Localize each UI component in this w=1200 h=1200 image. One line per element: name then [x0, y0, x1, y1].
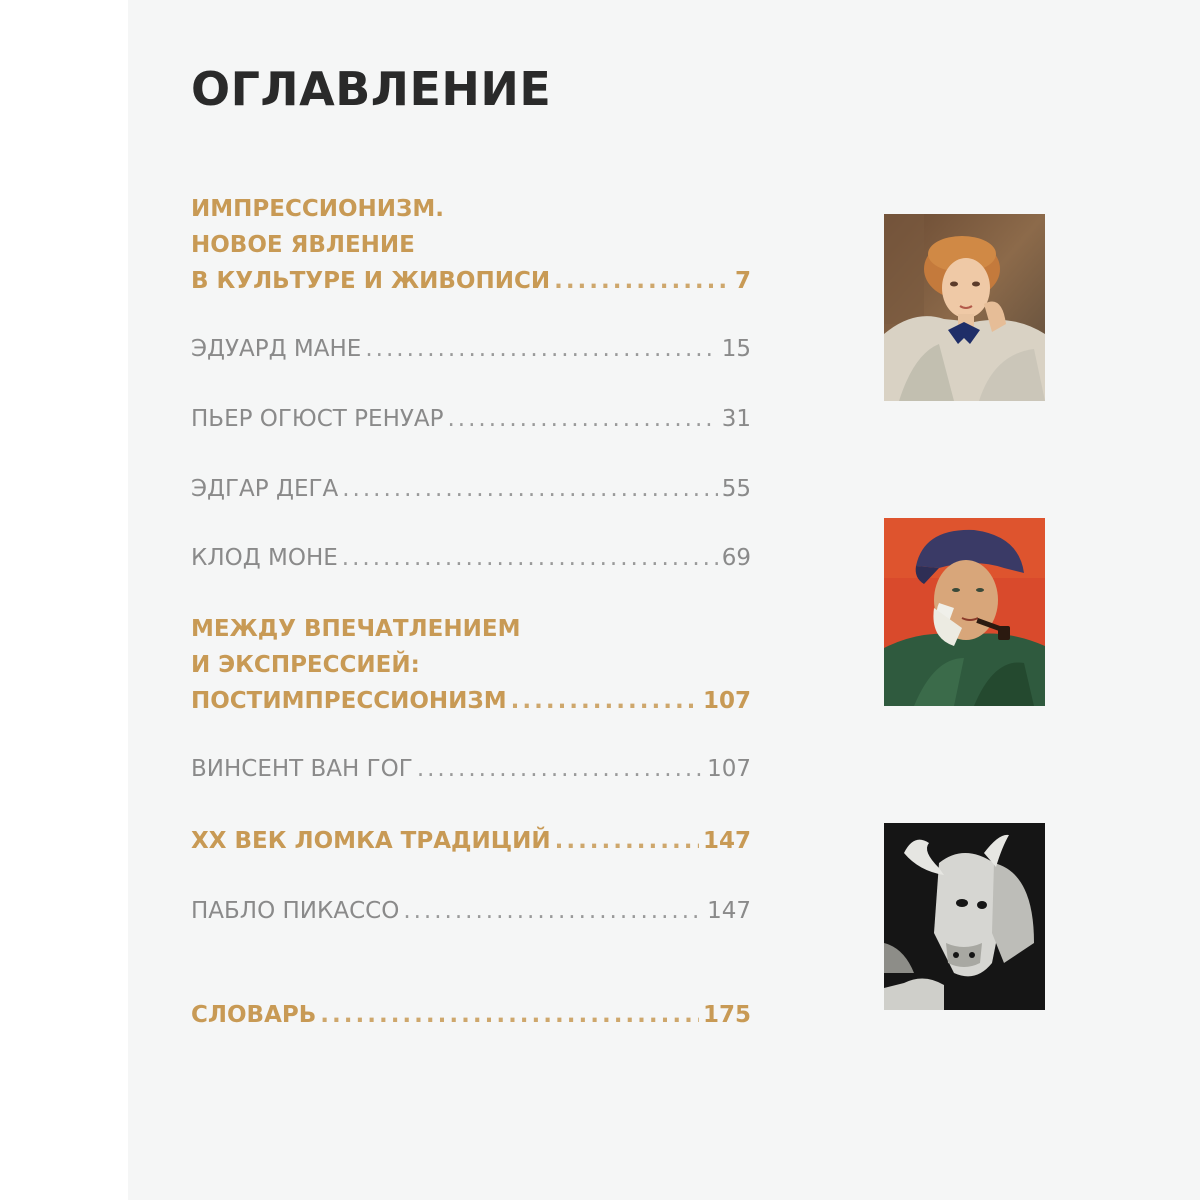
toc-page-number: 7 — [734, 268, 751, 294]
toc-entry-manet[interactable] — [191, 334, 751, 364]
toc-entry-degas[interactable] — [191, 474, 751, 504]
toc-entry-label: ЭДГАР ДЕГА — [191, 476, 339, 502]
toc-entry-label: ПАБЛО ПИКАССО — [191, 898, 400, 924]
dot-leader — [417, 754, 703, 784]
toc-page-number: 31 — [721, 406, 751, 432]
toc-page-number: 175 — [702, 1002, 751, 1028]
picasso-bull-image — [884, 823, 1045, 1010]
toc-page-number: 15 — [721, 336, 751, 362]
toc-entry-glossary[interactable] — [191, 997, 751, 1033]
toc-entry-line: ИМПРЕССИОНИЗМ. — [191, 196, 444, 222]
dot-leader — [365, 334, 717, 364]
toc-entry-line: XX ВЕК ЛОМКА ТРАДИЦИЙ — [191, 828, 551, 854]
toc-entry-label: ПЬЕР ОГЮСТ РЕНУАР — [191, 406, 444, 432]
dot-leader — [447, 404, 717, 434]
dot-leader — [403, 896, 703, 926]
toc-page-number: 107 — [702, 688, 751, 714]
dot-leader — [511, 683, 699, 719]
page-title: ОГЛАВЛЕНИЕ — [191, 62, 552, 116]
dot-leader — [320, 997, 699, 1033]
dot-leader — [554, 263, 731, 299]
toc-entry-line: В КУЛЬТУРЕ И ЖИВОПИСИ — [191, 268, 551, 294]
toc-entry-post-impressionism[interactable] — [191, 611, 751, 719]
toc-entry-line: НОВОЕ ЯВЛЕНИЕ — [191, 232, 415, 258]
van-gogh-self-portrait-image — [884, 518, 1045, 706]
toc-entry-label: ЭДУАРД МАНЕ — [191, 336, 362, 362]
toc-entry-picasso[interactable] — [191, 896, 751, 926]
toc-entry-monet[interactable] — [191, 543, 751, 573]
toc-entry-line: СЛОВАРЬ — [191, 1002, 317, 1028]
renoir-portrait-image — [884, 214, 1045, 401]
dot-leader — [342, 543, 718, 573]
toc-entry-label: КЛОД МОНЕ — [191, 545, 338, 571]
toc-entry-renoir[interactable] — [191, 404, 751, 434]
toc-page-number: 147 — [702, 828, 751, 854]
dot-leader — [342, 474, 717, 504]
toc-page-number: 55 — [721, 476, 751, 502]
toc-entry-line: МЕЖДУ ВПЕЧАТЛЕНИЕМ — [191, 616, 521, 642]
toc-page-number: 69 — [721, 545, 751, 571]
toc-entry-van-gogh[interactable] — [191, 754, 751, 784]
toc-entry-line: И ЭКСПРЕССИЕЙ: — [191, 652, 420, 678]
toc-entry-20th-century[interactable] — [191, 823, 751, 859]
toc-page-number: 147 — [707, 898, 751, 924]
toc-entry-impressionism[interactable] — [191, 191, 751, 299]
toc-entry-line: ПОСТИМПРЕССИОНИЗМ — [191, 688, 507, 714]
toc-entry-label: ВИНСЕНТ ВАН ГОГ — [191, 756, 413, 782]
dot-leader — [555, 823, 699, 859]
toc-page-number: 107 — [707, 756, 751, 782]
